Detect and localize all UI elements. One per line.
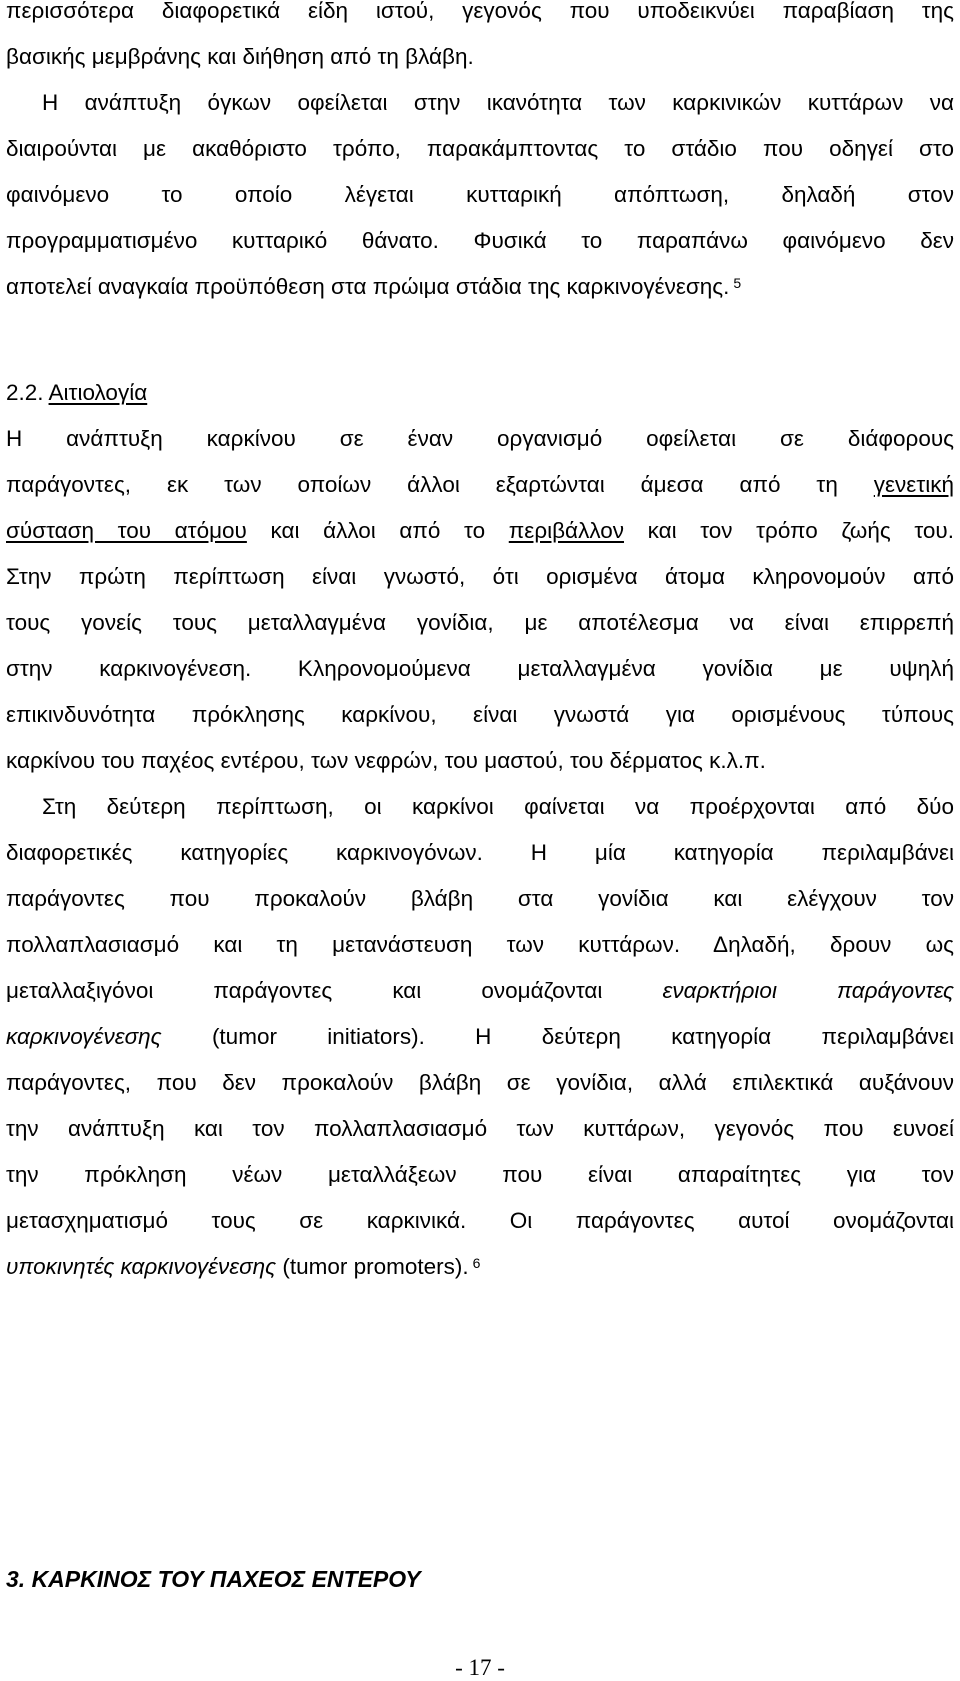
text-line: αποτελεί αναγκαία προϋπόθεση στα πρώιμα στάδια της καρκινογένεσης. $^5$	[6, 274, 742, 299]
text-line: υποκινητές καρκινογένεσης (tumor promoters). $^6$	[6, 1254, 481, 1279]
text-line: την ανάπτυξη και τον πολλαπλασιασμό των κυττάρων, γεγονός που ευνοεί	[6, 1116, 954, 1141]
text-line: φαινόμενο το οποίο λέγεται κυτταρική απόπτωση, δηλαδή στον	[6, 182, 954, 207]
chapter-heading: 3. ΚΑΡΚΙΝΟΣ ΤΟΥ ΠΑΧΕΟΣ ΕΝΤΕΡΟΥ	[6, 1566, 421, 1592]
footnote-ref[interactable]: 5	[733, 275, 742, 291]
text-line: Στην πρώτη περίπτωση είναι γνωστό, ότι ορισμένα άτομα κληρονομούν από	[6, 564, 954, 589]
footnote-ref[interactable]: 6	[472, 1255, 481, 1271]
text-line: διαιρούνται με ακαθόριστο τρόπο, παρακάμπτοντας το στάδιο που οδηγεί στο	[6, 136, 954, 161]
text-line: παράγοντες που προκαλούν βλάβη στα γονίδια και ελέγχουν τον	[6, 886, 954, 911]
text-line: στην καρκινογένεση. Κληρονομούμενα μεταλλαγμένα γονίδια με υψηλή	[6, 656, 954, 681]
text-line: πολλαπλασιασμό και τη μετανάστευση των κυττάρων. Δηλαδή, δρουν ως	[6, 932, 954, 957]
section-heading: 2.2. Αιτιολογία	[6, 380, 148, 405]
section-title: Αιτιολογία	[48, 380, 148, 405]
text-line: καρκίνου του παχέος εντέρου, των νεφρών, του μαστού, του δέρματος κ.λ.π.	[6, 748, 766, 773]
text-line: προγραμματισμένο κυτταρικό θάνατο. Φυσικά το παραπάνω φαινόμενο δεν	[6, 228, 954, 253]
text-line: καρκινογένεσης (tumor initiators). Η δεύτερη κατηγορία περιλαμβάνει	[6, 1024, 954, 1049]
text-line: μετασχηματισμό τους σε καρκινικά. Οι παράγοντες αυτοί ονομάζονται	[6, 1208, 954, 1233]
text-line: παράγοντες, που δεν προκαλούν βλάβη σε γονίδια, αλλά επιλεκτικά αυξάνουν	[6, 1070, 954, 1095]
text-line: βασικής μεμβράνης και διήθηση από τη βλάβη.	[6, 44, 474, 69]
text-line: περισσότερα διαφορετικά είδη ιστού, γεγονός που υποδεικνύει παραβίαση της	[6, 0, 954, 23]
text-line: διαφορετικές κατηγορίες καρκινογόνων. Η μία κατηγορία περιλαμβάνει	[6, 840, 954, 865]
text-line: τους γονείς τους μεταλλαγμένα γονίδια, με αποτέλεσμα να είναι επιρρεπή	[6, 610, 954, 635]
text-line: μεταλλαξιγόνοι παράγοντες και ονομάζονται εναρκτήριοι παράγοντες	[6, 978, 955, 1003]
text-line: την πρόκληση νέων μεταλλάξεων που είναι απαραίτητες για τον	[6, 1162, 954, 1187]
page-number: - 17 -	[455, 1655, 505, 1680]
text-line: Η ανάπτυξη όγκων οφείλεται στην ικανότητα των καρκινικών κυττάρων να	[42, 90, 954, 115]
text-line: σύσταση του ατόμου και άλλοι από το περιβάλλον και τον τρόπο ζωής του.	[6, 518, 954, 543]
text-line: επικινδυνότητα πρόκλησης καρκίνου, είναι γνωστά για ορισμένους τύπους	[6, 702, 954, 727]
text-line: παράγοντες, εκ των οποίων άλλοι εξαρτώνται άμεσα από τη γενετική	[6, 472, 954, 497]
text-line: Στη δεύτερη περίπτωση, οι καρκίνοι φαίνεται να προέρχονται από δύο	[42, 794, 954, 819]
text-line: Η ανάπτυξη καρκίνου σε έναν οργανισμό οφείλεται σε διάφορους	[6, 426, 954, 451]
